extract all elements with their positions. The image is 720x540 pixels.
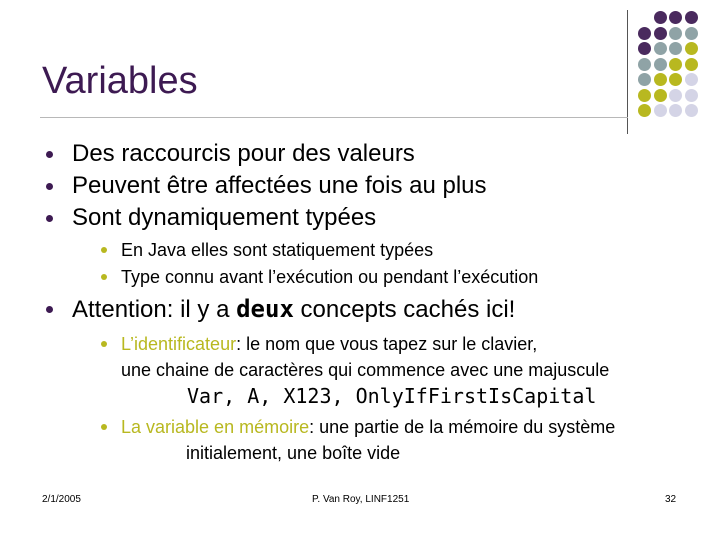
decorative-dot: [654, 58, 667, 71]
decorative-dot: [669, 42, 682, 55]
sub-bullet-dot-icon: [101, 274, 107, 280]
decorative-dot: [654, 104, 667, 117]
sub-bullet-2: Type connu avant l’exécution ou pendant l’exécution: [121, 267, 539, 287]
bullet-3: Sont dynamiquement typées: [72, 204, 377, 231]
decorative-dot: [654, 27, 667, 40]
decorative-dot: [638, 42, 651, 55]
identificateur-term: L’identificateur: [121, 334, 237, 354]
decorative-dot: [669, 58, 682, 71]
title-underline: [40, 117, 628, 118]
footer-author: P. Van Roy, LINF1251: [312, 494, 410, 505]
bullet-1: Des raccourcis pour des valeurs: [72, 140, 415, 167]
decorative-dot: [638, 27, 651, 40]
sub-bullet-dot-icon: [101, 341, 107, 347]
decorative-dot: [685, 89, 698, 102]
decorative-dot: [638, 58, 651, 71]
decorative-dot: [685, 11, 698, 24]
bullet-2: Peuvent être affectées une fois au plus: [72, 172, 487, 199]
decorative-dot: [638, 89, 651, 102]
footer-date: 2/1/2005: [42, 494, 81, 505]
decorative-dot: [654, 89, 667, 102]
attention-prefix: Attention: il y a: [72, 296, 237, 323]
decorative-dot: [669, 104, 682, 117]
sub-bullet-1: En Java elles sont statiquement typées: [121, 240, 434, 260]
footer-page-number: 32: [665, 494, 677, 505]
decorative-dot: [669, 11, 682, 24]
attention-bold: deux: [236, 295, 294, 323]
decorative-dot: [669, 73, 682, 86]
identificateur-rest: : le nom que vous tapez sur le clavier,: [236, 334, 538, 354]
decorative-dot: [654, 73, 667, 86]
decorative-dot: [685, 42, 698, 55]
identificateur-line-1: [121, 333, 537, 355]
decorative-dot: [685, 27, 698, 40]
bullet-dot-icon: [46, 151, 53, 158]
sub-bullet-dot-icon: [101, 424, 107, 430]
bullet-dot-icon: [46, 183, 53, 190]
decorative-dot: [638, 73, 651, 86]
bullet-dot-icon: [46, 215, 53, 222]
variable-memoire-line-2: initialement, une boîte vide: [186, 443, 401, 463]
decorative-vertical-line: [627, 10, 628, 134]
bullet-dot-icon: [46, 306, 53, 313]
decorative-dot: [638, 104, 651, 117]
decorative-dot: [669, 27, 682, 40]
decorative-dot: [669, 89, 682, 102]
slide-title: Variables: [42, 60, 198, 102]
decorative-dot: [654, 11, 667, 24]
variable-memoire-term: La variable en mémoire: [121, 417, 310, 437]
decorative-dot: [685, 73, 698, 86]
decorative-dot: [654, 42, 667, 55]
identificateur-line-2: une chaine de caractères qui commence avec une majuscule: [121, 360, 610, 380]
identificateur-code-examples: Var, A, X123, OnlyIfFirstIsCapital: [187, 384, 597, 408]
attention-suffix: concepts cachés ici!: [293, 296, 516, 323]
sub-bullet-dot-icon: [101, 247, 107, 253]
decorative-dot: [685, 104, 698, 117]
decorative-dot: [685, 58, 698, 71]
variable-memoire-line-1: [121, 416, 615, 438]
bullet-attention: [72, 295, 515, 324]
variable-memoire-rest: : une partie de la mémoire du système: [309, 417, 616, 437]
